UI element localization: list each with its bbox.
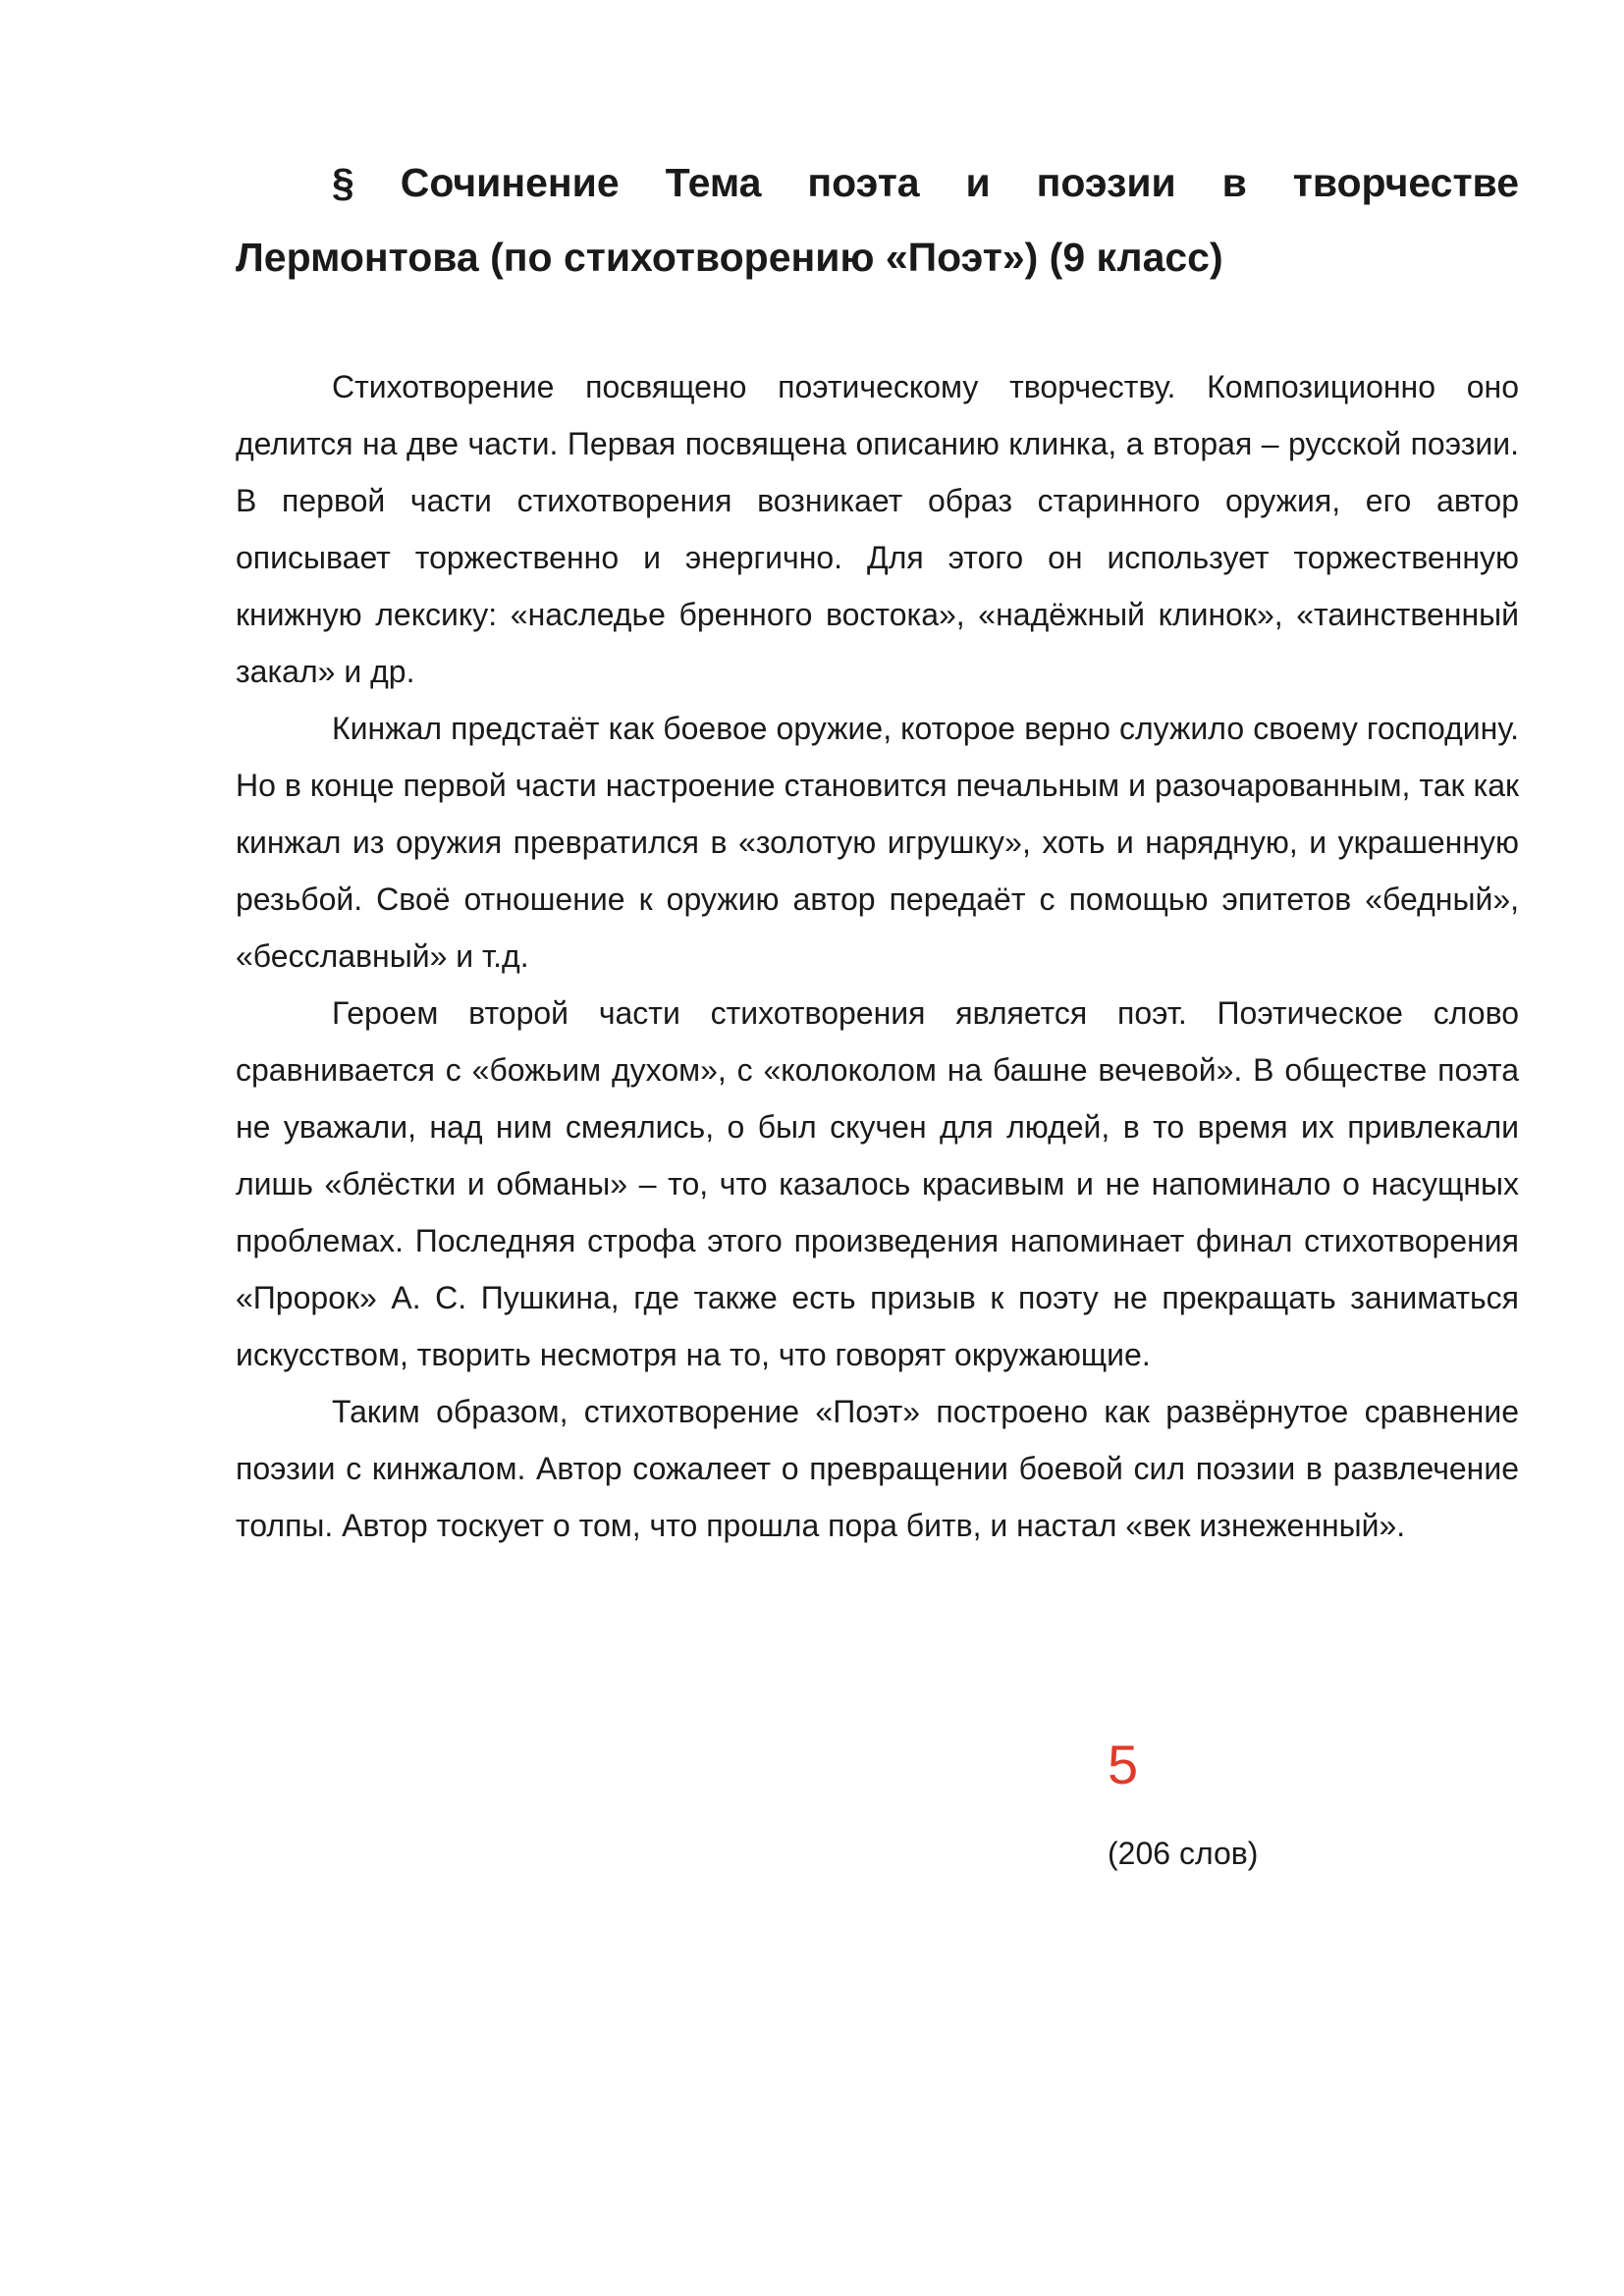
essay-paragraph: Стихотворение посвящено поэтическому творчеству. Композиционно оно делится на две части. Первая посвящена описанию клинка, а вторая – русской поэзии. В первой части стихотворения возникает образ старинного оружия, его автор описывает торжественно и энергично. Для этого он использует торжественную книжную лексику: «наследье бренного востока», «надёжный клинок», «таинственный закал» и др.: [236, 369, 1519, 689]
grade-mark: 5: [1108, 1734, 1139, 1795]
essay-paragraph: Кинжал предстаёт как боевое оружие, которое верно служило своему господину. Но в конце первой части настроение становится печальным и разочарованным, так как кинжал из оружия превратился в «золотую игрушку», хоть и нарядную, и украшенную резьбой. Своё отношение к оружию автор передаёт с помощью эпитетов «бедный», «бесславный» и т.д.: [236, 711, 1519, 974]
document-title: § Сочинение Тема поэта и поэзии в творчестве Лермонтова (по стихотворению «Поэт») (9 класс): [236, 160, 1519, 280]
essay-paragraph: Таким образом, стихотворение «Поэт» построено как развёрнутое сравнение поэзии с кинжалом. Автор сожалеет о превращении боевой сил поэзии в развлечение толпы. Автор тоскует о том, что прошла пора битв, и настал «век изнеженный».: [236, 1394, 1519, 1543]
essay-paragraph: Героем второй части стихотворения является поэт. Поэтическое слово сравнивается с «божьим духом», с «колоколом на башне вечевой». В обществе поэта не уважали, над ним смеялись, о был скучен для людей, в то время их привлекали лишь «блёстки и обманы» – то, что казалось красивым и не напоминало о насущных проблемах. Последняя строфа этого произведения напоминает финал стихотворения «Пророк» А. С. Пушкина, где также есть призыв к поэту не прекращать заниматься искусством, творить несмотря на то, что говорят окружающие.: [236, 995, 1519, 1372]
essay-body: [236, 358, 1519, 1554]
word-count: (206 слов): [1108, 1836, 1259, 1871]
